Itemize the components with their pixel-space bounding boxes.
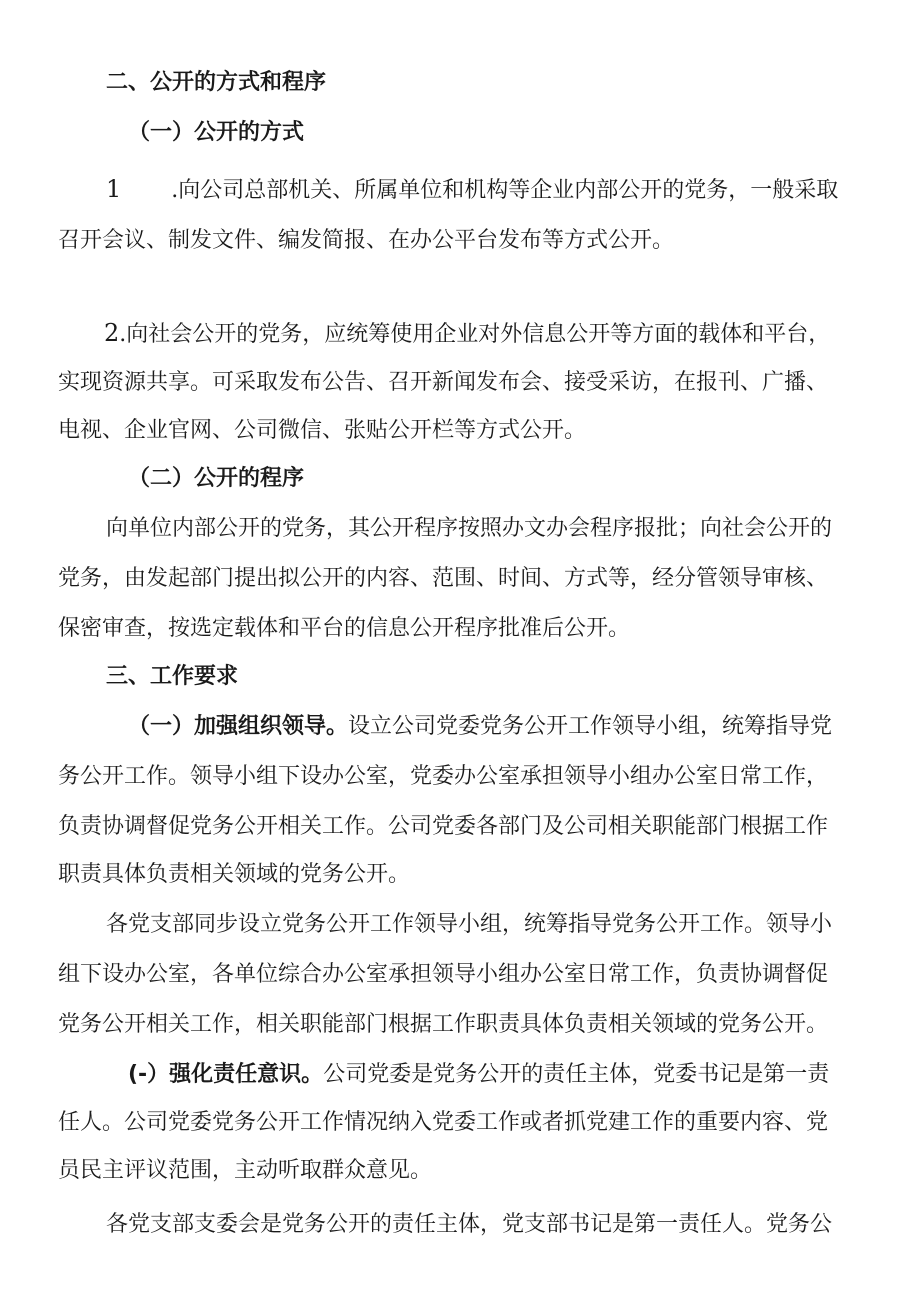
paragraph-line [128, 712, 832, 742]
paragraph-line: 电视、企业官网、公司微信、张贴公开栏等方式公开。 [58, 418, 587, 443]
paragraph-line: 各党支部同步设立党务公开工作领导小组，统筹指导党务公开工作。领导小 [106, 912, 833, 937]
paragraph-line [128, 1060, 829, 1090]
item-number: 2 [104, 319, 120, 347]
paragraph-line: 员民主评议范围，主动听取群众意见。 [58, 1158, 433, 1183]
paragraph-line: 向单位内部公开的党务，其公开程序按照办文办会程序报批；向社会公开的 [106, 516, 833, 541]
paragraph-line: 保密审查，按选定载体和平台的信息公开程序批准后公开。 [58, 616, 631, 641]
paragraph-line: 任人。公司党委党务公开工作情况纳入党委工作或者抓党建工作的重要内容、党 [58, 1110, 829, 1135]
paragraph-lead: (-）强化责任意识。 [128, 1062, 324, 1087]
paragraph-lead: （一）加强组织领导。 [128, 714, 349, 739]
paragraph-line [104, 318, 830, 348]
paragraph-line: 组下设办公室，各单位综合办公室承担领导小组办公室日常工作，负责协调督促 [58, 962, 829, 987]
paragraph-line: 召开会议、制发文件、编发简报、在办公平台发布等方式公开。 [58, 228, 675, 253]
paragraph-line: 职责具体负责相关领域的党务公开。 [58, 862, 411, 887]
subheading-disclosure-procedure: （二）公开的程序 [128, 466, 305, 491]
paragraph-line: 实现资源共享。可采取发布公告、召开新闻发布会、接受采访，在报刊、广播、 [58, 370, 829, 395]
paragraph-line: 务公开工作。领导小组下设办公室，党委办公室承担领导小组办公室日常工作， [58, 764, 829, 789]
paragraph-text: 设立公司党委党务公开工作领导小组，统筹指导党 [348, 714, 833, 739]
paragraph-line: 党务，由发起部门提出拟公开的内容、范围、时间、方式等，经分管领导审核、 [58, 566, 829, 591]
paragraph-line [106, 174, 838, 204]
paragraph-text: 公司党委是党务公开的责任主体，党委书记是第一责 [323, 1062, 830, 1087]
item-text: .向社会公开的党务，应统筹使用企业对外信息公开等方面的载体和平台， [119, 322, 831, 347]
section-heading-3: 三、工作要求 [106, 664, 239, 689]
item-number: 1 [106, 175, 122, 203]
paragraph-line: 各党支部支委会是党务公开的责任主体，党支部书记是第一责任人。党务公 [106, 1212, 833, 1237]
section-heading-2: 二、公开的方式和程序 [106, 70, 327, 95]
paragraph-line: 党务公开相关工作，相关职能部门根据工作职责具体负责相关领域的党务公开。 [58, 1012, 829, 1037]
item-text: .向公司总部机关、所属单位和机构等企业内部公开的党务，一般采取 [171, 178, 839, 203]
paragraph-line: 负责协调督促党务公开相关工作。公司党委各部门及公司相关职能部门根据工作 [58, 814, 829, 839]
subheading-disclosure-methods: （一）公开的方式 [128, 120, 305, 145]
